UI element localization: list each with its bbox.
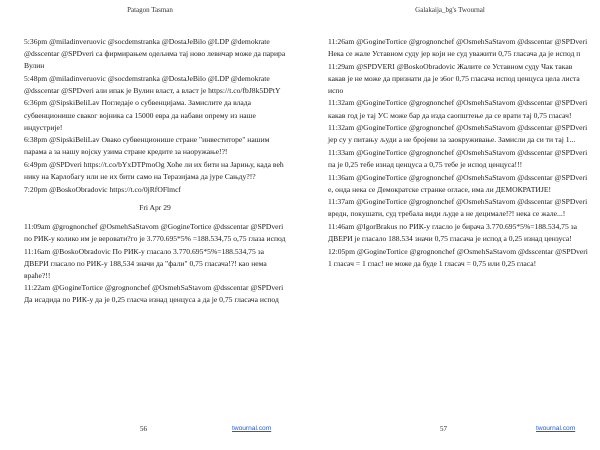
page-number: 57 bbox=[440, 425, 447, 433]
tweet-entry: 11:33am @GogineTortice @grognonchef @OsmehSaStavom @dsscentar @SPDveri па је 0,25 тебе изнад ценцуса а 0,75 тебе је испод ценцуса!!! bbox=[328, 147, 588, 169]
tweet-entry: 11:09am @grognonchef @OsmehSaStavom @GogineTortice @dsscentar @SPDveri по РИК-у колико им је веровати?го је 3.770.695*5% =188.534,75 о,75 глаза испод bbox=[24, 221, 286, 243]
tweet-entry: 6:49pm @SPDveri https://t.co/bYxDTPmoOg Хоће ли их бити на Јарињу, када већ нику на Карлобагу или не их бити само на Теразијама да јуре Сањду?!? bbox=[24, 159, 284, 182]
site-link[interactable]: twournal.com bbox=[536, 425, 576, 432]
tweet-entry: 11:46am @IgorBrakus по РИК-у гласло је бирача 3.770.695*5%=188.534,75 за ДВЕРИ је гласало 188.534 значи 0,75 гласача је испод а 0,25 изнад цензуса! bbox=[328, 221, 578, 243]
page-body bbox=[328, 36, 590, 270]
tweet-entry: 5:36pm @miladinveruovic @socdemstranka @DostaJeBilo @LDP @demokrate @dsscentar @SPDveri са фирмирањем одељима тај ново левичар може да парира Вулин bbox=[24, 37, 286, 71]
tweet-entry: 11:32am @GogineTortice @grognonchef @OsmehSaStavom @dsscentar @SPDveri какав год је тај УС може бар да изда саопштење да се врати тај 0,75 гласач! bbox=[328, 98, 588, 120]
tweet-entry: 5:48pm @miladinveruovic @socdemstranka @DostaJeBilo @LDP @demokrate @dsscentar @SPDveri али ипак је Вулин власт, а власт је https://t.co/fbJ8k5DPtY bbox=[24, 73, 281, 95]
tweet-entry: 11:32am @GogineTortice @grognonchef @OsmehSaStavom @dsscentar @SPDveri јер су у питању људи а не бројеви за заокруживање. Замисли да си ти тај 1... bbox=[328, 123, 588, 145]
page-header: Galakaija_bg's Twournal bbox=[415, 6, 485, 14]
tweet-entry: 11:16am @BoskoObradovic По РИК-у гласало 3.770.695*5%=188.534,75 за ДВЕРИ гласало по РИК-у 188,534 значи да "фали" 0,75 гласача!?! као нема враће?!! bbox=[24, 246, 267, 280]
tweet-entry: 11:29am @SPDVERI @BoskoObradovic Жалите се Уставном суду Чак такав какав је не може да признати да је з6ог 0,75 гласача испод ценцуса цела листа испо bbox=[328, 61, 580, 95]
tweet-entry: 11:36am @GogineTortice @grognonchef @OsmehSaStavom @dsscentar @SPDveri е, онда нека се Демократске странке огласе, има ли ДЕМОКРАТИЈЕ! bbox=[328, 172, 588, 194]
tweet-entry: 11:26am @GogineTortice @grognonchef @OsmehSaStavom @dsscentar @SPDveri Нека се жале Уставном суду јер који не суд уважити 0,75 гласача да је испод п bbox=[328, 37, 588, 59]
date-heading: Fri Apr 29 bbox=[139, 202, 171, 212]
tweet-entry: 7:20pm @BoskoObradovic https://t.co/0jRfOFlmcf bbox=[24, 184, 181, 194]
right-page bbox=[300, 0, 600, 450]
site-link[interactable]: twournal.com bbox=[232, 425, 272, 432]
page-body bbox=[24, 36, 286, 307]
tweet-entry: 6:36pm @SipskiBeliLav Погледаје о субвенцијама. Замислите да влада субвенционише сваког војника са 15000 евра да набави опрему из наше индустрије! bbox=[24, 98, 256, 132]
page-header: Patagon Tasman bbox=[127, 6, 173, 14]
tweet-entry: 11:22am @GogineTortice @grognonchef @OsmehSaStavom @dsscentar @SPDveri Да исадида по РИК-у да је 0,25 гласча изнад ценцуса а да је 0,75 гласача испод bbox=[24, 283, 284, 305]
tweet-entry: 12:05pm @GogineTortice @grognonchef @OsmehSaStavom @dsscentar @SPDveri 1 гласач = 1 глас! не може да буде 1 гласач = 0,75 или 0,25 гласа! bbox=[328, 246, 588, 268]
tweet-entry: 6:38pm @SipskiBeliLav Овако субвенционише стране "инвеститоре" нашим парама а за нашу војску узима стране кредите за наоружање!?! bbox=[24, 135, 270, 157]
tweet-entry: 11:37am @GogineTortice @grognonchef @OsmehSaStavom @dsscentar @SPDveri вредн, покушати, суд требала види људе а не децимале!?! нека се жале...! bbox=[328, 197, 588, 219]
page-number: 56 bbox=[140, 425, 147, 433]
